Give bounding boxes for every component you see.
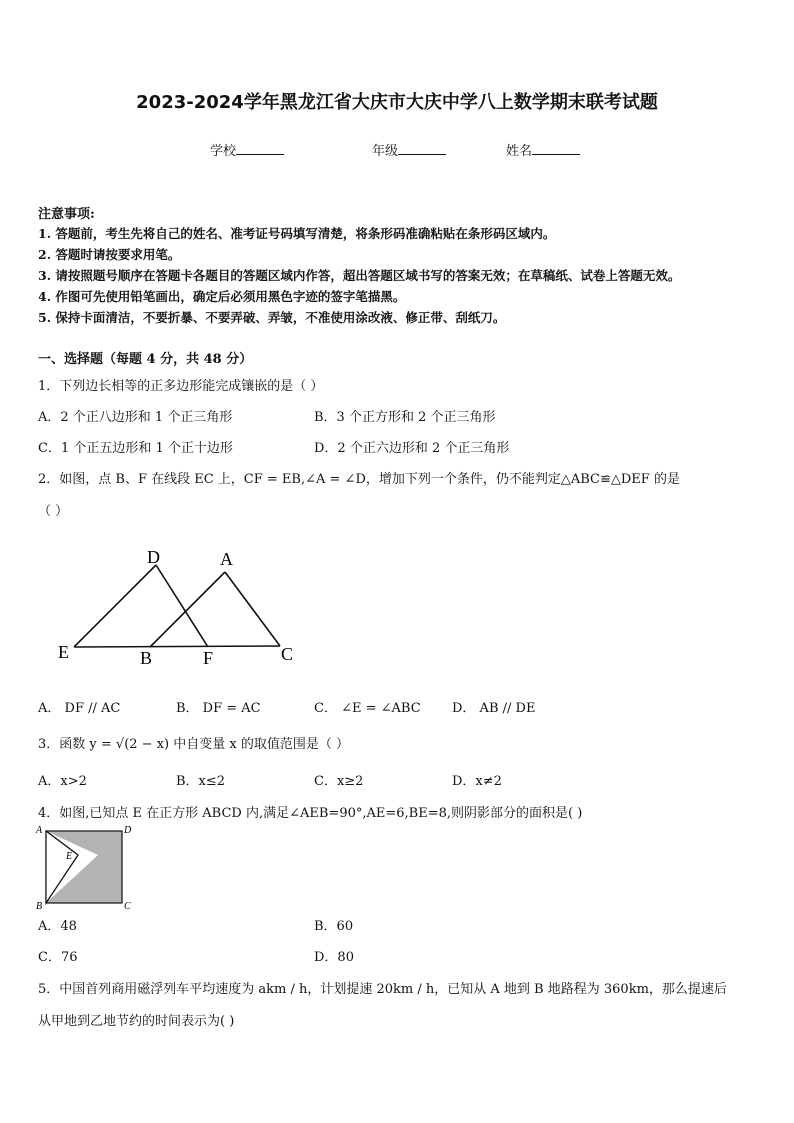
page-title: 2023-2024学年黑龙江省大庆市大庆中学八上数学期末联考试题 [136, 92, 658, 113]
grade-label: 年级 [372, 144, 399, 159]
section-heading: 一、选择题（每题 4 分，共 48 分） [38, 352, 253, 367]
name-blank [532, 142, 580, 155]
label-a: A [36, 825, 43, 836]
q1-option-b: B．3 个正方形和 2 个正三角形 [314, 410, 496, 425]
label-e: E [66, 851, 73, 862]
label-c: C [281, 644, 294, 664]
label-d: D [124, 825, 132, 836]
q1-option-c: C．1 个正五边形和 1 个正十边形 [38, 441, 233, 456]
label-a: A [220, 549, 233, 569]
question-2-stem-cont: （ ） [38, 504, 69, 519]
note-item: 5. 保持卡面清洁，不要折暴、不要弄破、弄皱，不准使用涂改液、修正带、刮纸刀。 [38, 310, 506, 325]
name-label: 姓名 [506, 144, 533, 159]
label-e: E [58, 642, 69, 662]
question-5-stem: 5．中国首列商用磁浮列车平均速度为 akm / h，计划提速 20km / h，已知从 A 地到 B 地路程为 360km，那么提速后 [38, 982, 727, 997]
question-5-stem-cont: 从甲地到乙地节约的时间表示为( ) [38, 1014, 235, 1029]
label-b: B [36, 901, 43, 912]
q4-option-b: B．60 [314, 919, 354, 934]
name-field [506, 140, 580, 159]
q4-option-d: D．80 [314, 950, 354, 965]
label-d: D [147, 547, 160, 567]
school-blank [236, 142, 284, 155]
note-item: 2. 答题时请按要求用笔。 [38, 247, 181, 262]
notes-heading: 注意事项: [38, 207, 95, 222]
note-item: 3. 请按照题号顺序在答题卡各题目的答题区域内作答，超出答题区域书写的答案无效；在草稿纸、试卷上答题无效。 [38, 268, 681, 283]
question-3-stem: 3．函数 y = √(2 − x) 中自变量 x 的取值范围是（ ） [38, 737, 349, 752]
q2-option-b: B． DF = AC [176, 701, 261, 716]
school-label: 学校 [210, 144, 237, 159]
q4-option-a: A．48 [38, 919, 77, 934]
label-b: B [140, 648, 153, 668]
q2-option-d: D． AB // DE [452, 701, 536, 716]
q1-option-a: A．2 个正八边形和 1 个正三角形 [38, 410, 233, 425]
school-field [210, 140, 284, 159]
question-4-stem: 4．如图,已知点 E 在正方形 ABCD 内,满足∠AEB=90°,AE=6,BE=8,则阴影部分的面积是( ) [38, 806, 583, 821]
q1-option-d: D．2 个正六边形和 2 个正三角形 [314, 441, 510, 456]
triangle-figure [50, 540, 310, 670]
q3-option-d: D．x≠2 [452, 774, 502, 789]
note-item: 1. 答题前，考生先将自己的姓名、准考证号码填写清楚，将条形码准确粘贴在条形码区域内。 [38, 226, 556, 241]
question-2-stem: 2．如图，点 B、F 在线段 EC 上，CF = EB,∠A = ∠D，增加下列一个条件，仍不能判定△ABC≌△DEF 的是 [38, 472, 680, 487]
square-figure [34, 823, 134, 913]
q3-option-c: C．x≥2 [314, 774, 364, 789]
grade-blank [398, 142, 446, 155]
label-c: C [124, 901, 131, 912]
q2-option-c: C． ∠E = ∠ABC [314, 701, 421, 716]
q2-option-a: A． DF // AC [38, 701, 121, 716]
q4-option-c: C．76 [38, 950, 78, 965]
label-f: F [203, 648, 214, 668]
q3-option-a: A．x>2 [38, 774, 87, 789]
question-1-stem: 1．下列边长相等的正多边形能完成镶嵌的是（ ） [38, 379, 324, 394]
grade-field [372, 140, 446, 159]
note-item: 4. 作图可先使用铅笔画出，确定后必须用黑色字迹的签字笔描黑。 [38, 289, 406, 304]
q3-option-b: B．x≤2 [176, 774, 226, 789]
